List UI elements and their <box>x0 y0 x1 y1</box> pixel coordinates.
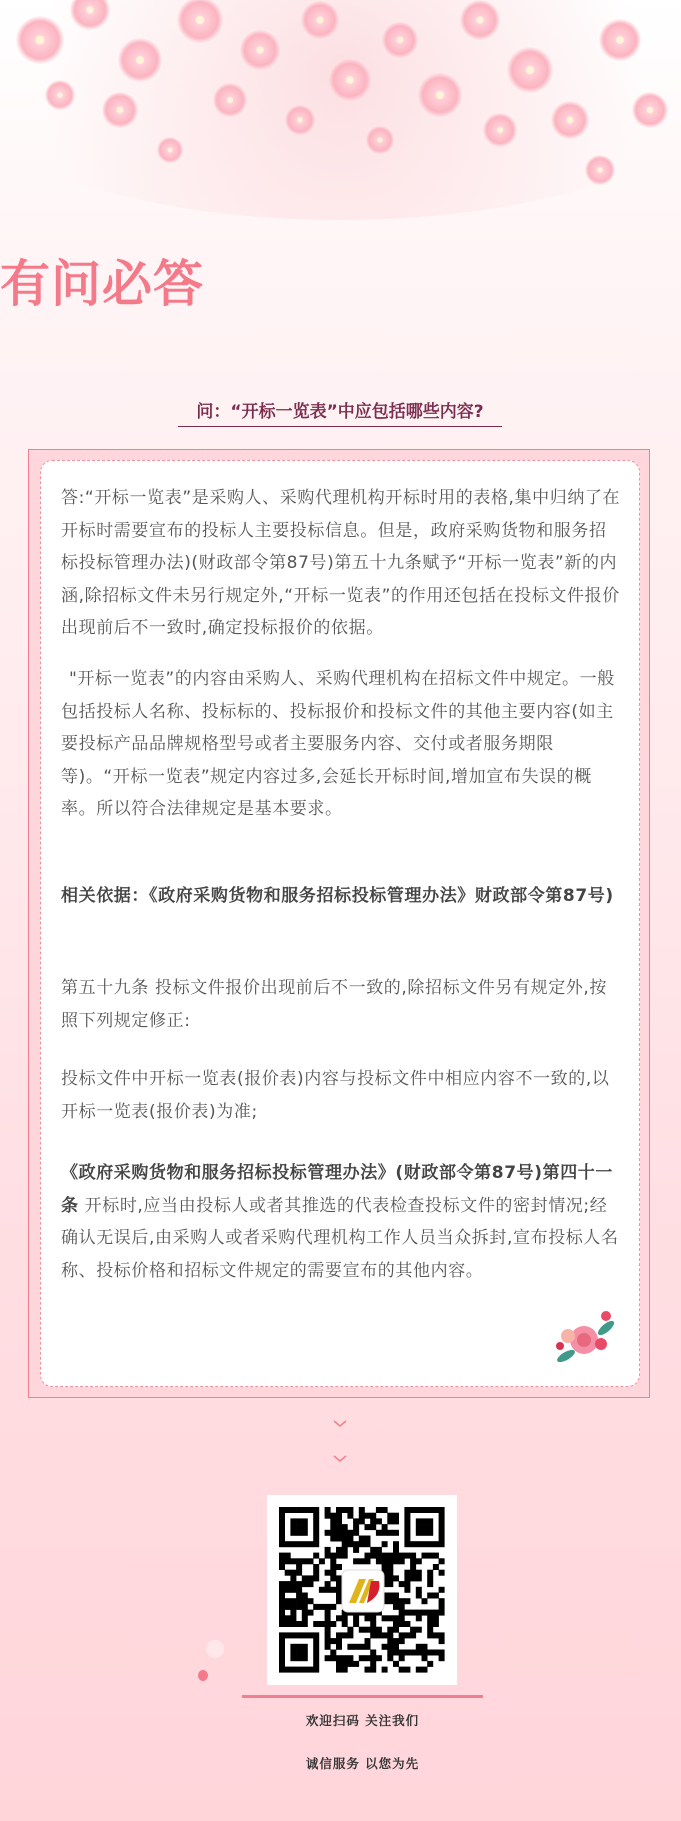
qr-logo-icon <box>342 1570 384 1612</box>
blossom-decoration <box>599 19 641 61</box>
answer-paragraph-1: 答:“开标一览表”是采购人、采购代理机构开标时用的表格,集中归纳了在开标时需要宣布的投标人主要投标信息。但是，政府采购货物和服务招标投标管理办法)(财政部令第87号)第五十九条赋予“开标一览表”新的内涵,除招标文件未另行规定外,“开标一览表”的作用还包括在投标文件报价出现前后不一致时,确定投标报价的依据。 <box>61 488 621 639</box>
article-41-text: 开标时,应当由投标人或者其推选的代表检查投标文件的密封情况;经确认无误后,由采购人或者采购代理机构工作人员当众拆封,宣布投标人名称、投标价格和招标文件规定的需要宣布的其他内容。 <box>61 1195 619 1281</box>
article-41 <box>61 1157 621 1287</box>
decorative-dot <box>206 1640 224 1658</box>
blossom-decoration <box>118 38 162 82</box>
blossom-decoration <box>460 0 500 40</box>
answer-card <box>40 460 640 1387</box>
blossom-decoration <box>418 73 462 117</box>
page-title: 有问必答 <box>0 255 204 313</box>
legal-basis: 相关依据：《政府采购货物和服务招标投标管理办法》财政部令第87号) <box>61 886 614 906</box>
blossom-decoration <box>16 16 64 64</box>
dashed-arcs-decoration <box>255 300 425 380</box>
answer-paragraph-2: "开标一览表”的内容由采购人、采购代理机构在招标文件中规定。一般包括投标人名称、投标标的、投标报价和投标文件的其他主要内容(如主要投标产品品牌规格型号或者主要服务内容、交付或者服务期限等)。“开标一览表”规定内容过多,会延长开标时间,增加宣布失误的概率。所以符合法律规定是基本要求。 <box>61 669 615 820</box>
blossom-decoration <box>329 59 371 101</box>
article-41-title: 《政府采购货物和服务招标投标管理办法》(财政部令第87号)第四十一条 <box>61 1163 613 1216</box>
blossom-decoration <box>366 126 394 154</box>
blossom-decoration <box>585 155 615 185</box>
decorative-dot <box>198 1670 208 1681</box>
blossom-decoration <box>213 83 247 117</box>
blossom-decoration <box>632 92 668 128</box>
cherry-blossom-banner <box>0 0 681 230</box>
footer-line-1: 欢迎扫码 关注我们 <box>305 1713 420 1728</box>
article-59-item: 投标文件中开标一览表(报价表)内容与投标文件中相应内容不一致的,以开标一览表(报价表)为准; <box>61 1069 610 1122</box>
qr-code <box>267 1495 457 1685</box>
blossom-decoration <box>551 101 589 139</box>
blossom-decoration <box>157 137 183 163</box>
divider-line <box>242 1695 483 1698</box>
footer-line-2: 诚信服务 以您为先 <box>305 1756 420 1771</box>
blossom-decoration <box>382 22 418 58</box>
blossom-decoration <box>285 105 315 135</box>
blossom-decoration <box>102 92 138 128</box>
blossom-decoration <box>240 30 280 70</box>
blossom-decoration <box>507 47 553 93</box>
chevron-down-icon <box>333 1420 347 1428</box>
chevron-down-icon <box>333 1455 347 1463</box>
blossom-decoration <box>301 1 339 39</box>
blossom-decoration <box>483 113 517 147</box>
blossom-decoration <box>45 80 75 110</box>
question-heading: 问：“开标一览表”中应包括哪些内容? <box>178 400 502 427</box>
flower-decoration-icon <box>546 1308 621 1368</box>
article-59: 第五十九条 投标文件报价出现前后不一致的,除招标文件另有规定外,按照下列规定修正: <box>61 978 608 1031</box>
